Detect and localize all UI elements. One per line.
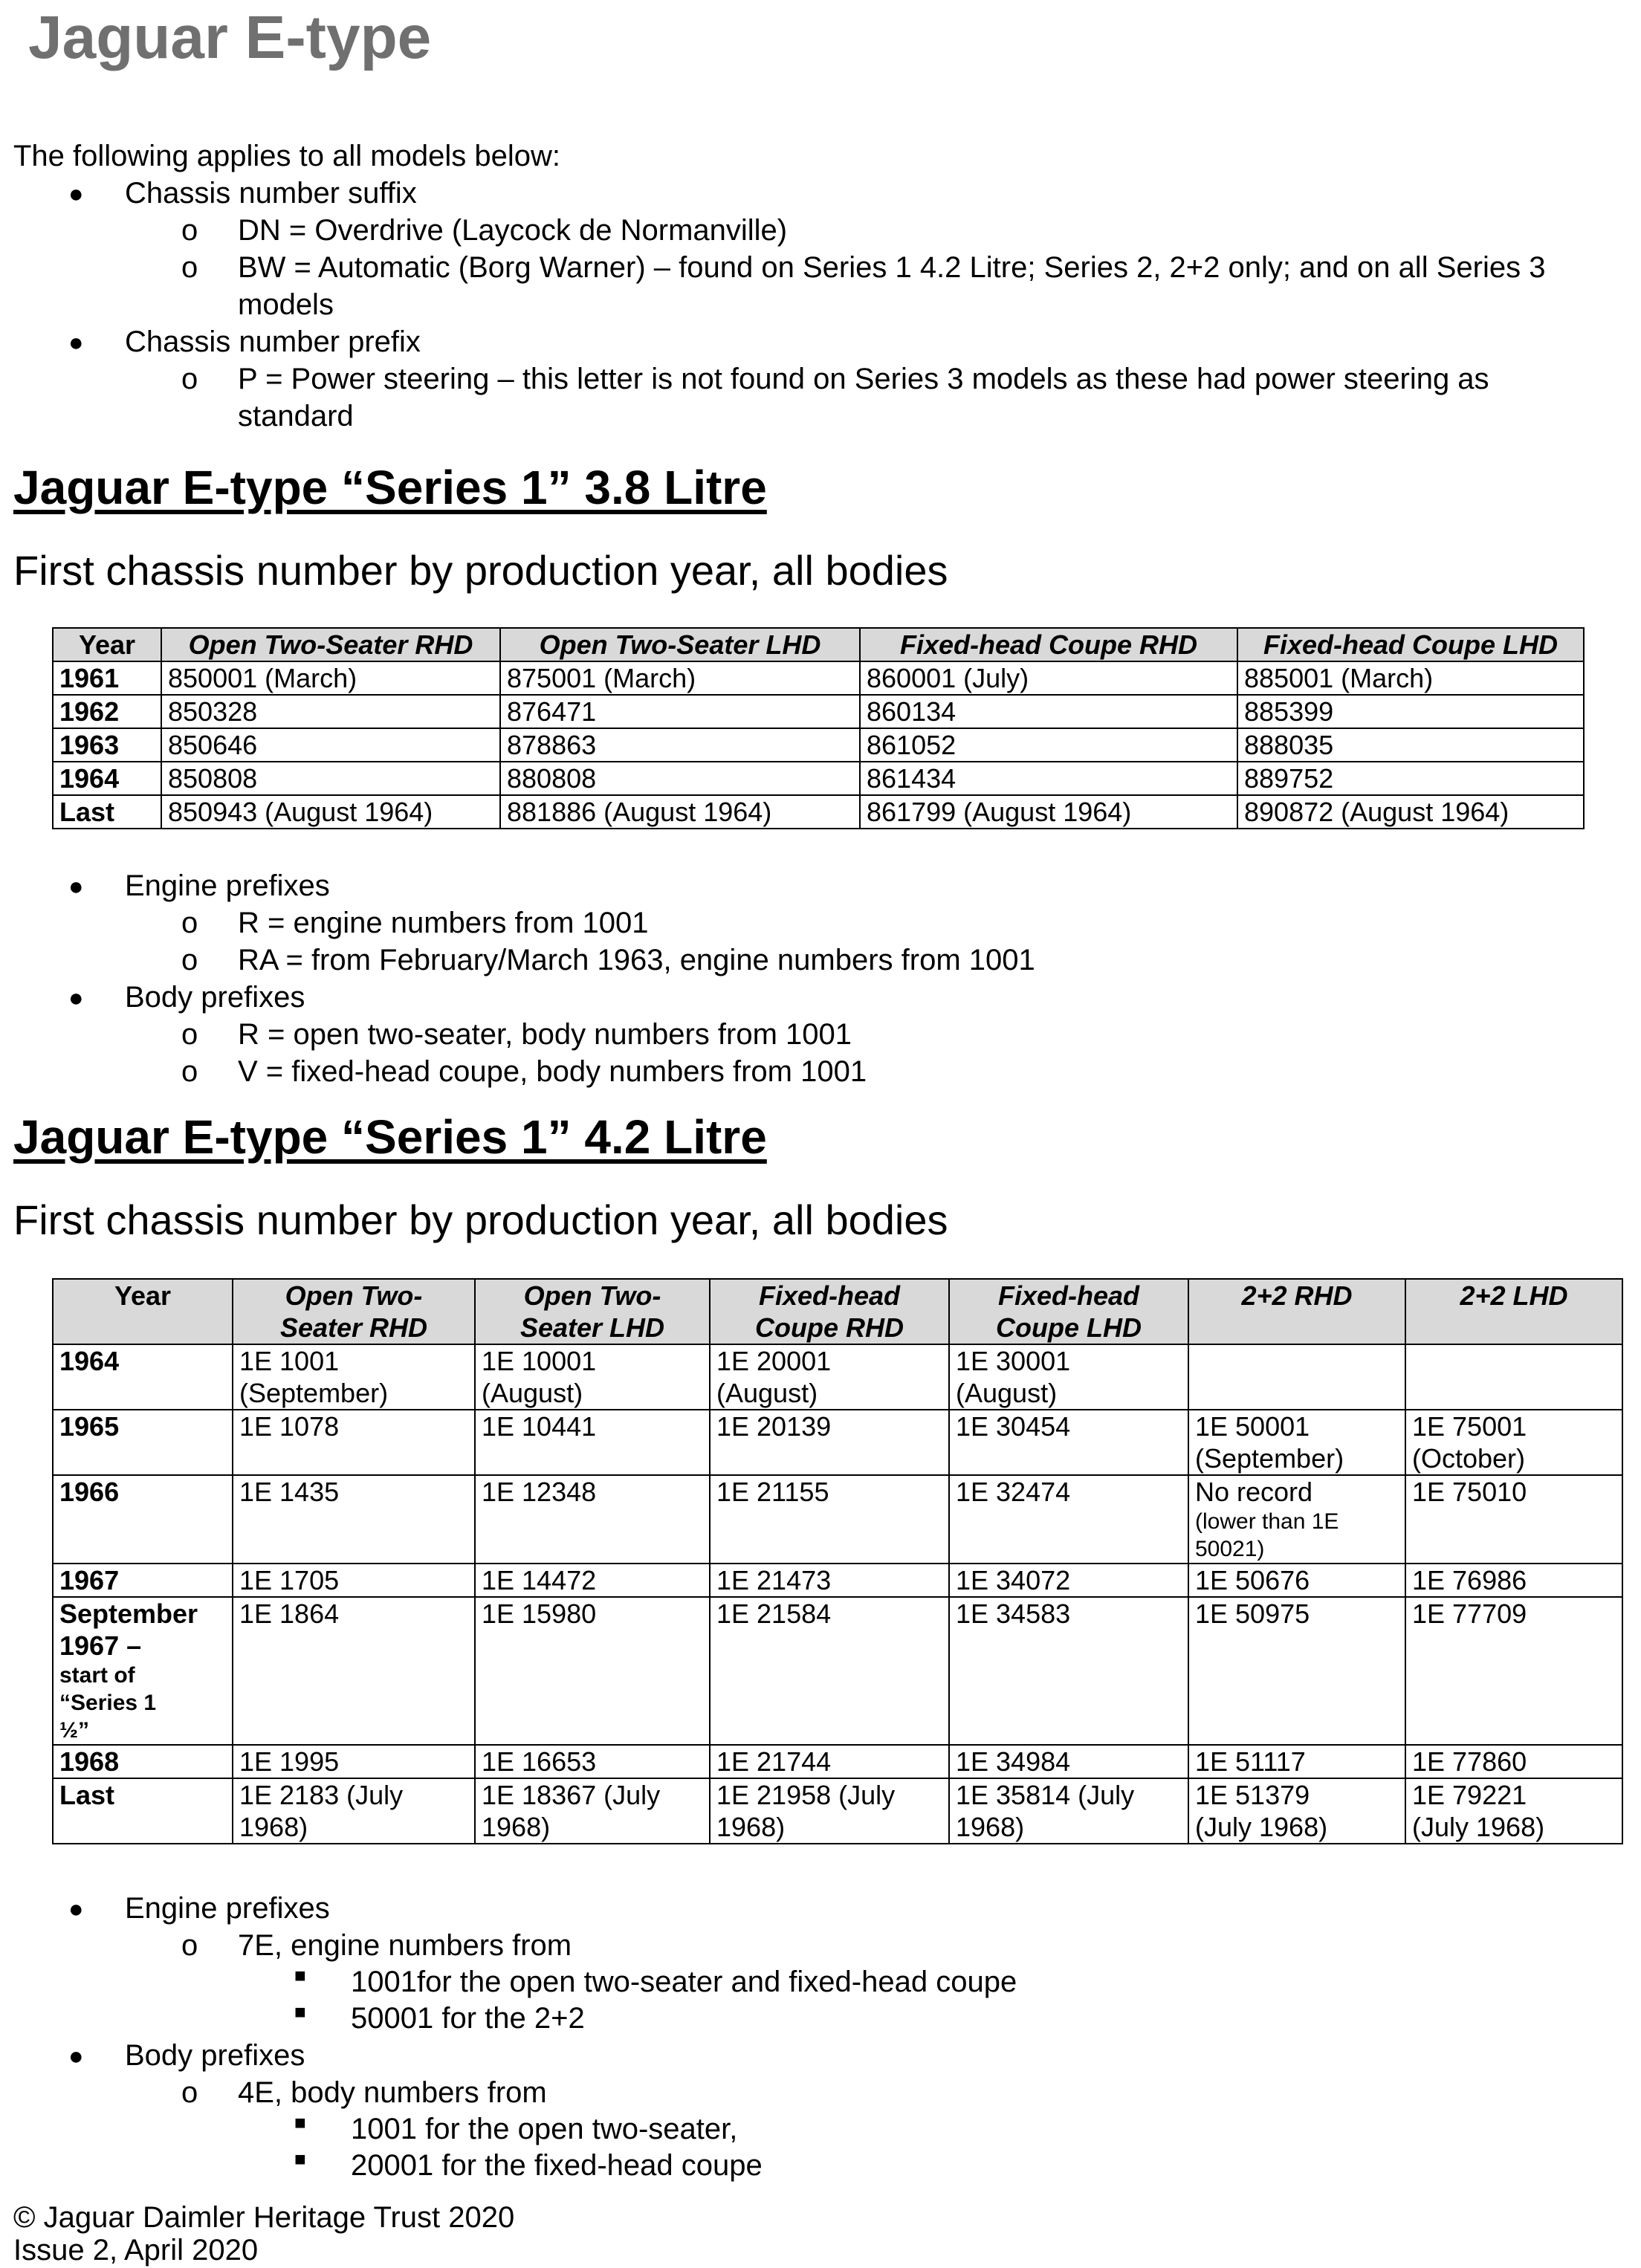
table-cell: 1967 [53, 1564, 233, 1597]
table-cell: 1E 1995 [233, 1745, 475, 1778]
intro-sub-item: BW = Automatic (Borg Warner) – found on Series 1 4.2 Litre; Series 2, 2+2 only; and on all Series 3 [238, 251, 1546, 284]
table-cell: 850001 (March) [161, 661, 500, 695]
table-cell [1188, 1344, 1405, 1410]
table-cell: 1E 34583 [949, 1597, 1188, 1745]
table-cell: 1E 34984 [949, 1745, 1188, 1778]
table-cell: 1E 14472 [475, 1564, 710, 1597]
cell-note: start of [59, 1663, 135, 1688]
table-cell: 1968 [53, 1745, 233, 1778]
intro-item-label: Chassis number suffix [125, 177, 417, 210]
table-cell: 1E 75001 (October) [1405, 1410, 1622, 1475]
table-cell: 1963 [53, 728, 161, 762]
column-header: Open Two-Seater RHD [161, 628, 500, 661]
table-cell: 1962 [53, 695, 161, 728]
column-header: Year [53, 1279, 233, 1344]
footer-issue: Issue 2, April 2020 [13, 2234, 259, 2267]
note-sub-item: RA = from February/March 1963, engine numbers from 1001 [238, 944, 1035, 976]
table-cell: 850808 [161, 762, 500, 795]
table-cell: 1E 21473 [710, 1564, 949, 1597]
table-cell: 1E 32474 [949, 1475, 1188, 1564]
chassis-table-38 [52, 627, 1585, 829]
table-cell: 1E 21958 (July 1968) [710, 1778, 949, 1844]
table-row [53, 1745, 1622, 1778]
table-cell: 1E 1705 [233, 1564, 475, 1597]
table-cell: Last [53, 1778, 233, 1844]
table-row [53, 1410, 1622, 1475]
table-cell: 1E 51379 (July 1968) [1188, 1778, 1405, 1844]
table-cell: Last [53, 795, 161, 829]
sub-bullet-icon: o [181, 2076, 198, 2109]
table-cell: 860001 (July) [860, 661, 1237, 695]
table-cell: 1966 [53, 1475, 233, 1564]
column-header: 2+2 RHD [1188, 1279, 1405, 1344]
section-heading-38: Jaguar E-type “Series 1” 3.8 Litre [13, 461, 767, 514]
bullet-icon: ● [68, 984, 84, 1012]
bullet-icon: ● [68, 328, 84, 357]
cell-note: (lower than 1E [1195, 1509, 1339, 1534]
table-cell: 1964 [53, 1344, 233, 1410]
table-cell: 890872 (August 1964) [1237, 795, 1584, 829]
table-cell: 1E 15980 [475, 1597, 710, 1745]
table-cell: 888035 [1237, 728, 1584, 762]
intro-lead: The following applies to all models below: [13, 140, 560, 172]
note-subsub-item: 20001 for the fixed-head coupe [351, 2149, 763, 2182]
section-heading-42: Jaguar E-type “Series 1” 4.2 Litre [13, 1110, 767, 1164]
table-row [53, 1475, 1622, 1564]
table-cell: 1E 10001 (August) [475, 1344, 710, 1410]
table-cell: 889752 [1237, 762, 1584, 795]
table-cell: 1E 12348 [475, 1475, 710, 1564]
note-label: Engine prefixes [125, 869, 330, 902]
cell-note: 50021) [1195, 1537, 1265, 1561]
table-cell: 850646 [161, 728, 500, 762]
column-header: 2+2 LHD [1405, 1279, 1622, 1344]
table-header-row [53, 628, 1584, 661]
note-sub-item: 4E, body numbers from [238, 2076, 547, 2109]
bullet-icon: ● [68, 2042, 84, 2070]
table-cell: 1E 51117 [1188, 1745, 1405, 1778]
column-header: Fixed-head Coupe LHD [1237, 628, 1584, 661]
table-cell: 860134 [860, 695, 1237, 728]
page-title: Jaguar E-type [28, 4, 432, 71]
table-cell: 1E 77709 [1405, 1597, 1622, 1745]
table-cell: 878863 [500, 728, 860, 762]
intro-sub-item: P = Power steering – this letter is not found on Series 3 models as these had power steering as [238, 363, 1489, 395]
table-cell: 885001 (March) [1237, 661, 1584, 695]
table-cell: 1E 1864 [233, 1597, 475, 1745]
note-subsub-item: 1001for the open two-seater and fixed-head coupe [351, 1966, 1017, 1998]
intro-item-label: Chassis number prefix [125, 325, 421, 358]
column-header: Fixed-head Coupe LHD [949, 1279, 1188, 1344]
sub-bullet-icon: o [181, 1055, 198, 1088]
sub-bullet-icon: o [181, 214, 198, 247]
table-cell: 1E 20001 (August) [710, 1344, 949, 1410]
square-bullet-icon: ■ [294, 2000, 306, 2023]
table-row [53, 762, 1584, 795]
table-cell: 1E 34072 [949, 1564, 1188, 1597]
table-cell: 885399 [1237, 695, 1584, 728]
note-subsub-item: 1001 for the open two-seater, [351, 2113, 738, 2145]
table-cell: 1E 21744 [710, 1745, 949, 1778]
table-cell: 1E 50676 [1188, 1564, 1405, 1597]
cell-note: ½” [59, 1718, 90, 1743]
table-cell: 861434 [860, 762, 1237, 795]
section-subheading-38: First chassis number by production year, all bodies [13, 547, 948, 594]
table-cell: 1E 50001 (September) [1188, 1410, 1405, 1475]
table-cell: 1E 18367 (July 1968) [475, 1778, 710, 1844]
table-cell: 1964 [53, 762, 161, 795]
bullet-icon: ● [68, 1895, 84, 1923]
table-row [53, 1597, 1622, 1745]
note-sub-item: 7E, engine numbers from [238, 1929, 572, 1962]
table-cell: 1E 1001 (September) [233, 1344, 475, 1410]
table-header-row [53, 1279, 1622, 1344]
intro-sub-item: DN = Overdrive (Laycock de Normanville) [238, 214, 788, 247]
bullet-icon: ● [68, 180, 84, 208]
table-cell: 1E 79221 (July 1968) [1405, 1778, 1622, 1844]
table-cell: 875001 (March) [500, 661, 860, 695]
table-cell: 1E 76986 [1405, 1564, 1622, 1597]
column-header: Open Two- Seater LHD [475, 1279, 710, 1344]
cell-note: “Series 1 [59, 1691, 157, 1715]
table-row [53, 661, 1584, 695]
table-cell: 1E 21584 [710, 1597, 949, 1745]
intro-sub-item-cont: standard [238, 400, 354, 432]
note-label: Engine prefixes [125, 1892, 330, 1925]
column-header: Open Two- Seater RHD [233, 1279, 475, 1344]
footer-copyright: © Jaguar Daimler Heritage Trust 2020 [13, 2201, 515, 2234]
table-row [53, 795, 1584, 829]
sub-bullet-icon: o [181, 251, 198, 284]
table-cell [1405, 1344, 1622, 1410]
sub-bullet-icon: o [181, 1018, 198, 1051]
note-label: Body prefixes [125, 981, 305, 1014]
note-subsub-item: 50001 for the 2+2 [351, 2002, 585, 2035]
table-cell: 881886 (August 1964) [500, 795, 860, 829]
table-cell: 1E 1435 [233, 1475, 475, 1564]
square-bullet-icon: ■ [294, 1964, 306, 1986]
table-cell: 1E 50975 [1188, 1597, 1405, 1745]
table-cell: 850943 (August 1964) [161, 795, 500, 829]
table-row [53, 1344, 1622, 1410]
table-row [53, 1778, 1622, 1844]
intro-sub-item-cont: models [238, 288, 334, 321]
note-sub-item: R = open two-seater, body numbers from 1001 [238, 1018, 852, 1051]
table-cell: 1E 35814 (July 1968) [949, 1778, 1188, 1844]
table-cell: 1E 10441 [475, 1410, 710, 1475]
table-cell: No record (lower than 1E 50021) [1188, 1475, 1405, 1564]
table-cell: 861799 (August 1964) [860, 795, 1237, 829]
square-bullet-icon: ■ [294, 2111, 306, 2133]
sub-bullet-icon: o [181, 944, 198, 976]
table-cell: 1E 30001 (August) [949, 1344, 1188, 1410]
chassis-table-42 [52, 1278, 1623, 1844]
section-subheading-42: First chassis number by production year, all bodies [13, 1196, 948, 1243]
table-cell: 1E 16653 [475, 1745, 710, 1778]
table-cell: 880808 [500, 762, 860, 795]
table-row [53, 1564, 1622, 1597]
table-cell: 850328 [161, 695, 500, 728]
table-cell: 1961 [53, 661, 161, 695]
table-cell: 1E 20139 [710, 1410, 949, 1475]
table-cell: 1E 75010 [1405, 1475, 1622, 1564]
table-cell: 861052 [860, 728, 1237, 762]
note-sub-item: R = engine numbers from 1001 [238, 907, 649, 939]
table-row [53, 695, 1584, 728]
bullet-icon: ● [68, 872, 84, 901]
column-header: Open Two-Seater LHD [500, 628, 860, 661]
table-row [53, 728, 1584, 762]
sub-bullet-icon: o [181, 907, 198, 939]
column-header: Year [53, 628, 161, 661]
table-cell: 1E 21155 [710, 1475, 949, 1564]
column-header: Fixed-head Coupe RHD [860, 628, 1237, 661]
table-cell: 1965 [53, 1410, 233, 1475]
table-cell: 1E 2183 (July 1968) [233, 1778, 475, 1844]
sub-bullet-icon: o [181, 1929, 198, 1962]
table-cell: 876471 [500, 695, 860, 728]
column-header: Fixed-head Coupe RHD [710, 1279, 949, 1344]
table-cell: 1E 77860 [1405, 1745, 1622, 1778]
table-cell: 1E 1078 [233, 1410, 475, 1475]
note-sub-item: V = fixed-head coupe, body numbers from 1001 [238, 1055, 867, 1088]
square-bullet-icon: ■ [294, 2148, 306, 2170]
sub-bullet-icon: o [181, 363, 198, 395]
table-cell: 1E 30454 [949, 1410, 1188, 1475]
table-cell: September 1967 – start of “Series 1 ½” [53, 1597, 233, 1745]
note-label: Body prefixes [125, 2039, 305, 2072]
